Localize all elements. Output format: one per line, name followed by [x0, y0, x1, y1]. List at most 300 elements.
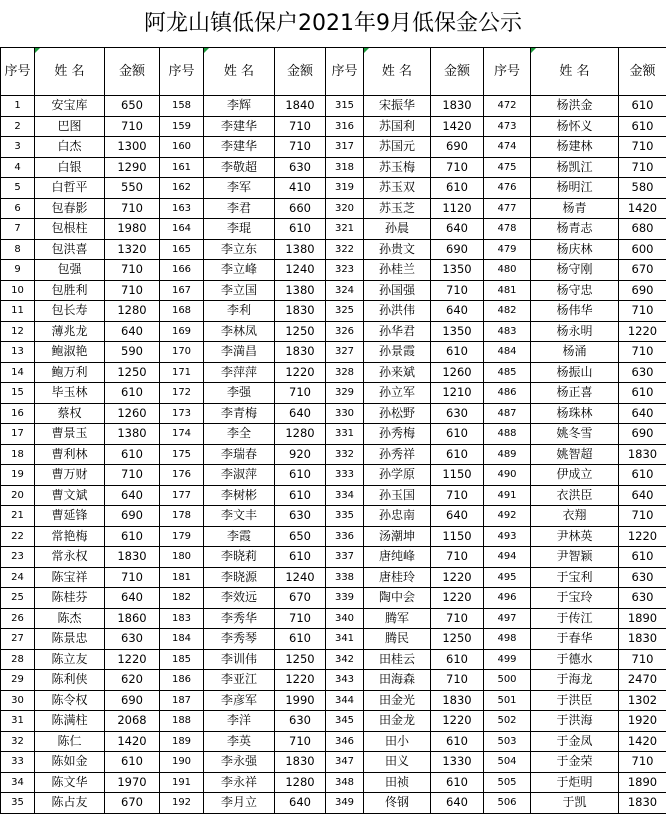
cell-seq: 178: [160, 506, 204, 527]
cell-name: 尹林英: [531, 526, 619, 547]
cell-name: 于洪海: [531, 711, 619, 732]
cell-name: 陈桂芬: [35, 588, 105, 609]
cell-amount: 640: [431, 793, 484, 814]
cell-amount: 610: [431, 178, 484, 199]
cell-amount: 610: [431, 424, 484, 445]
cell-seq: 492: [484, 506, 531, 527]
cell-amount: 710: [105, 198, 160, 219]
table-row: [1, 670, 666, 691]
cell-name: 李霞: [204, 526, 275, 547]
table-row: [1, 403, 666, 424]
cell-seq: 31: [1, 711, 35, 732]
cell-name: 李林凤: [204, 321, 275, 342]
table-row: [1, 260, 666, 281]
cell-seq: 9: [1, 260, 35, 281]
cell-seq: 176: [160, 465, 204, 486]
cell-seq: 22: [1, 526, 35, 547]
cell-name: 孙国强: [364, 280, 431, 301]
table-row: [1, 793, 666, 814]
cell-name: 田祯: [364, 772, 431, 793]
cell-seq: 29: [1, 670, 35, 691]
cell-name: 杨守忠: [531, 280, 619, 301]
cell-name: 李亚江: [204, 670, 275, 691]
cell-amount: 1980: [105, 219, 160, 240]
table-row: [1, 116, 666, 137]
cell-amount: 1220: [105, 649, 160, 670]
cell-amount: 630: [275, 506, 326, 527]
cell-name: 苏玉芝: [364, 198, 431, 219]
cell-name: 陈文华: [35, 772, 105, 793]
cell-name: 于凯: [531, 793, 619, 814]
cell-seq: 13: [1, 342, 35, 363]
cell-amount: 1830: [431, 690, 484, 711]
header-name: 姓 名: [35, 48, 105, 96]
cell-seq: 347: [326, 752, 364, 773]
cell-seq: 164: [160, 219, 204, 240]
cell-seq: 479: [484, 239, 531, 260]
cell-amount: 710: [619, 752, 666, 773]
cell-name: 李利: [204, 301, 275, 322]
table-row: [1, 526, 666, 547]
cell-seq: 348: [326, 772, 364, 793]
cell-amount: 710: [619, 301, 666, 322]
cell-seq: 475: [484, 157, 531, 178]
cell-name: 孙秀梅: [364, 424, 431, 445]
cell-seq: 339: [326, 588, 364, 609]
table-row: [1, 608, 666, 629]
cell-amount: 690: [619, 280, 666, 301]
cell-seq: 326: [326, 321, 364, 342]
cell-amount: 1330: [431, 752, 484, 773]
cell-name: 包长寿: [35, 301, 105, 322]
cell-seq: 177: [160, 485, 204, 506]
cell-name: 李淑萍: [204, 465, 275, 486]
cell-amount: 550: [105, 178, 160, 199]
cell-name: 白银: [35, 157, 105, 178]
cell-seq: 344: [326, 690, 364, 711]
cell-seq: 324: [326, 280, 364, 301]
cell-name: 李萍萍: [204, 362, 275, 383]
cell-amount: 1280: [275, 772, 326, 793]
cell-amount: 710: [105, 260, 160, 281]
cell-seq: 321: [326, 219, 364, 240]
cell-amount: 1290: [105, 157, 160, 178]
table-row: [1, 465, 666, 486]
cell-amount: 710: [619, 157, 666, 178]
table-row: [1, 239, 666, 260]
cell-seq: 3: [1, 137, 35, 158]
cell-seq: 503: [484, 731, 531, 752]
cell-name: 陈利侠: [35, 670, 105, 691]
table-row: [1, 547, 666, 568]
table-body: [1, 96, 666, 814]
cell-seq: 480: [484, 260, 531, 281]
cell-amount: 1220: [431, 567, 484, 588]
header-seq: 序号: [1, 48, 35, 96]
cell-seq: 27: [1, 629, 35, 650]
cell-amount: 1420: [431, 116, 484, 137]
cell-seq: 180: [160, 547, 204, 568]
cell-name: 李琨: [204, 219, 275, 240]
cell-seq: 345: [326, 711, 364, 732]
cell-seq: 486: [484, 383, 531, 404]
cell-seq: 16: [1, 403, 35, 424]
cell-amount: 710: [431, 485, 484, 506]
cell-amount: 600: [619, 239, 666, 260]
cell-amount: 1350: [431, 321, 484, 342]
cell-name: 杨洪金: [531, 96, 619, 117]
cell-amount: 710: [275, 608, 326, 629]
cell-seq: 182: [160, 588, 204, 609]
cell-seq: 317: [326, 137, 364, 158]
cell-name: 孙秀祥: [364, 444, 431, 465]
cell-seq: 159: [160, 116, 204, 137]
cell-name: 田义: [364, 752, 431, 773]
cell-name: 于洪臣: [531, 690, 619, 711]
welfare-table: [0, 47, 666, 814]
cell-amount: 640: [105, 588, 160, 609]
cell-name: 李秀琴: [204, 629, 275, 650]
cell-seq: 161: [160, 157, 204, 178]
cell-name: 包胜利: [35, 280, 105, 301]
cell-seq: 501: [484, 690, 531, 711]
cell-amount: 710: [431, 670, 484, 691]
cell-name: 杨青: [531, 198, 619, 219]
cell-name: 孙华君: [364, 321, 431, 342]
cell-name: 陈满柱: [35, 711, 105, 732]
cell-amount: 1830: [619, 629, 666, 650]
cell-name: 李永强: [204, 752, 275, 773]
cell-seq: 325: [326, 301, 364, 322]
table-row: [1, 424, 666, 445]
table-row: [1, 96, 666, 117]
cell-name: 曹延锋: [35, 506, 105, 527]
cell-seq: 495: [484, 567, 531, 588]
cell-seq: 340: [326, 608, 364, 629]
cell-seq: 478: [484, 219, 531, 240]
cell-name: 于金凤: [531, 731, 619, 752]
cell-seq: 171: [160, 362, 204, 383]
cell-name: 鲍万利: [35, 362, 105, 383]
cell-amount: 1302: [619, 690, 666, 711]
cell-seq: 473: [484, 116, 531, 137]
cell-name: 田海森: [364, 670, 431, 691]
cell-seq: 318: [326, 157, 364, 178]
cell-amount: 1830: [619, 793, 666, 814]
cell-seq: 322: [326, 239, 364, 260]
cell-amount: 580: [619, 178, 666, 199]
cell-name: 田金光: [364, 690, 431, 711]
cell-seq: 505: [484, 772, 531, 793]
table-row: [1, 711, 666, 732]
cell-amount: 640: [275, 793, 326, 814]
cell-name: 李永祥: [204, 772, 275, 793]
table-row: [1, 567, 666, 588]
cell-amount: 710: [105, 280, 160, 301]
cell-amount: 710: [431, 608, 484, 629]
cell-amount: 670: [105, 793, 160, 814]
cell-name: 李全: [204, 424, 275, 445]
cell-seq: 316: [326, 116, 364, 137]
cell-seq: 481: [484, 280, 531, 301]
cell-seq: 506: [484, 793, 531, 814]
cell-name: 曹景玉: [35, 424, 105, 445]
cell-amount: 680: [619, 219, 666, 240]
cell-amount: 690: [105, 506, 160, 527]
cell-seq: 11: [1, 301, 35, 322]
cell-seq: 174: [160, 424, 204, 445]
cell-name: 于宝利: [531, 567, 619, 588]
cell-name: 姚智超: [531, 444, 619, 465]
cell-name: 杨珠林: [531, 403, 619, 424]
cell-seq: 166: [160, 260, 204, 281]
cell-seq: 472: [484, 96, 531, 117]
cell-name: 李敬超: [204, 157, 275, 178]
table-row: [1, 629, 666, 650]
cell-amount: 640: [275, 403, 326, 424]
cell-seq: 496: [484, 588, 531, 609]
cell-amount: 670: [275, 588, 326, 609]
cell-amount: 1150: [431, 526, 484, 547]
cell-seq: 175: [160, 444, 204, 465]
cell-seq: 485: [484, 362, 531, 383]
cell-amount: 1220: [619, 526, 666, 547]
cell-amount: 2068: [105, 711, 160, 732]
cell-amount: 1350: [431, 260, 484, 281]
cell-seq: 323: [326, 260, 364, 281]
cell-name: 李效远: [204, 588, 275, 609]
cell-amount: 710: [105, 465, 160, 486]
table-row: [1, 198, 666, 219]
cell-seq: 187: [160, 690, 204, 711]
cell-amount: 1220: [275, 362, 326, 383]
cell-name: 陈杰: [35, 608, 105, 629]
table-row: [1, 342, 666, 363]
cell-seq: 504: [484, 752, 531, 773]
cell-seq: 173: [160, 403, 204, 424]
cell-name: 孙贵文: [364, 239, 431, 260]
cell-seq: 26: [1, 608, 35, 629]
table-row: [1, 219, 666, 240]
cell-seq: 190: [160, 752, 204, 773]
cell-seq: 6: [1, 198, 35, 219]
cell-name: 苏国利: [364, 116, 431, 137]
cell-seq: 184: [160, 629, 204, 650]
cell-seq: 170: [160, 342, 204, 363]
header-row: [1, 48, 666, 96]
cell-amount: 1220: [275, 670, 326, 691]
cell-amount: 710: [619, 342, 666, 363]
cell-seq: 28: [1, 649, 35, 670]
cell-amount: 650: [105, 96, 160, 117]
cell-seq: 338: [326, 567, 364, 588]
cell-seq: 315: [326, 96, 364, 117]
cell-seq: 181: [160, 567, 204, 588]
cell-seq: 8: [1, 239, 35, 260]
cell-amount: 630: [619, 362, 666, 383]
cell-name: 李英: [204, 731, 275, 752]
cell-amount: 610: [105, 444, 160, 465]
cell-name: 杨涌: [531, 342, 619, 363]
table-row: [1, 485, 666, 506]
cell-seq: 23: [1, 547, 35, 568]
cell-name: 陈如金: [35, 752, 105, 773]
cell-name: 李建华: [204, 116, 275, 137]
cell-name: 李洋: [204, 711, 275, 732]
cell-name: 于宝玲: [531, 588, 619, 609]
table-row: [1, 178, 666, 199]
cell-amount: 610: [619, 96, 666, 117]
cell-amount: 710: [275, 116, 326, 137]
cell-amount: 710: [275, 383, 326, 404]
cell-name: 杨振山: [531, 362, 619, 383]
cell-seq: 320: [326, 198, 364, 219]
cell-amount: 1840: [275, 96, 326, 117]
cell-seq: 488: [484, 424, 531, 445]
cell-amount: 670: [619, 260, 666, 281]
cell-amount: 710: [275, 137, 326, 158]
cell-seq: 490: [484, 465, 531, 486]
cell-name: 李月立: [204, 793, 275, 814]
cell-seq: 35: [1, 793, 35, 814]
cell-amount: 1830: [431, 96, 484, 117]
cell-name: 于传江: [531, 608, 619, 629]
cell-seq: 189: [160, 731, 204, 752]
cell-name: 李强: [204, 383, 275, 404]
table-row: [1, 157, 666, 178]
cell-seq: 188: [160, 711, 204, 732]
cell-seq: 12: [1, 321, 35, 342]
cell-amount: 1250: [431, 629, 484, 650]
cell-amount: 690: [105, 690, 160, 711]
cell-seq: 346: [326, 731, 364, 752]
cell-name: 于德水: [531, 649, 619, 670]
table-row: [1, 649, 666, 670]
cell-amount: 1970: [105, 772, 160, 793]
cell-seq: 328: [326, 362, 364, 383]
cell-name: 陈景忠: [35, 629, 105, 650]
table-row: [1, 690, 666, 711]
cell-seq: 33: [1, 752, 35, 773]
cell-name: 李瑞春: [204, 444, 275, 465]
cell-seq: 502: [484, 711, 531, 732]
cell-amount: 1280: [105, 301, 160, 322]
cell-name: 田桂云: [364, 649, 431, 670]
cell-name: 李立东: [204, 239, 275, 260]
cell-name: 陶中会: [364, 588, 431, 609]
cell-amount: 710: [431, 547, 484, 568]
cell-name: 曹利林: [35, 444, 105, 465]
cell-amount: 1830: [105, 547, 160, 568]
cell-name: 陈令权: [35, 690, 105, 711]
cell-name: 李树彬: [204, 485, 275, 506]
cell-seq: 336: [326, 526, 364, 547]
cell-amount: 640: [105, 321, 160, 342]
cell-name: 李満昌: [204, 342, 275, 363]
cell-name: 孙玉国: [364, 485, 431, 506]
cell-amount: 1830: [275, 752, 326, 773]
cell-name: 包春影: [35, 198, 105, 219]
cell-amount: 1260: [431, 362, 484, 383]
cell-seq: 337: [326, 547, 364, 568]
cell-seq: 183: [160, 608, 204, 629]
cell-seq: 329: [326, 383, 364, 404]
cell-name: 杨伟华: [531, 301, 619, 322]
cell-seq: 158: [160, 96, 204, 117]
cell-seq: 30: [1, 690, 35, 711]
cell-name: 曹文斌: [35, 485, 105, 506]
cell-amount: 630: [619, 588, 666, 609]
cell-amount: 1320: [105, 239, 160, 260]
header-amount: 金额: [105, 48, 160, 96]
cell-amount: 710: [431, 157, 484, 178]
cell-name: 腾军: [364, 608, 431, 629]
cell-name: 孙学原: [364, 465, 431, 486]
cell-amount: 710: [105, 567, 160, 588]
table-row: [1, 383, 666, 404]
cell-amount: 610: [431, 342, 484, 363]
cell-amount: 1150: [431, 465, 484, 486]
cell-seq: 19: [1, 465, 35, 486]
header-amount: 金额: [619, 48, 666, 96]
cell-amount: 710: [105, 116, 160, 137]
cell-seq: 2: [1, 116, 35, 137]
cell-name: 毕玉林: [35, 383, 105, 404]
table-row: [1, 321, 666, 342]
cell-name: 孙立军: [364, 383, 431, 404]
cell-seq: 21: [1, 506, 35, 527]
cell-name: 杨凯江: [531, 157, 619, 178]
cell-name: 李君: [204, 198, 275, 219]
cell-name: 陈仁: [35, 731, 105, 752]
cell-amount: 1300: [105, 137, 160, 158]
cell-amount: 1830: [275, 342, 326, 363]
cell-name: 李军: [204, 178, 275, 199]
cell-amount: 610: [275, 485, 326, 506]
cell-amount: 1830: [275, 301, 326, 322]
cell-amount: 1830: [619, 444, 666, 465]
cell-amount: 1990: [275, 690, 326, 711]
cell-amount: 2470: [619, 670, 666, 691]
cell-amount: 1420: [619, 731, 666, 752]
cell-amount: 1240: [275, 567, 326, 588]
cell-amount: 620: [105, 670, 160, 691]
cell-seq: 332: [326, 444, 364, 465]
cell-seq: 330: [326, 403, 364, 424]
cell-seq: 484: [484, 342, 531, 363]
cell-amount: 660: [275, 198, 326, 219]
cell-name: 孙来斌: [364, 362, 431, 383]
cell-name: 杨明江: [531, 178, 619, 199]
cell-amount: 710: [619, 649, 666, 670]
cell-seq: 474: [484, 137, 531, 158]
cell-name: 陈立友: [35, 649, 105, 670]
cell-name: 陈占友: [35, 793, 105, 814]
cell-name: 孙洪伟: [364, 301, 431, 322]
cell-name: 苏玉双: [364, 178, 431, 199]
cell-amount: 590: [105, 342, 160, 363]
cell-seq: 341: [326, 629, 364, 650]
cell-seq: 476: [484, 178, 531, 199]
cell-seq: 482: [484, 301, 531, 322]
cell-amount: 690: [431, 137, 484, 158]
table-row: [1, 280, 666, 301]
cell-name: 杨怀义: [531, 116, 619, 137]
cell-seq: 327: [326, 342, 364, 363]
cell-amount: 410: [275, 178, 326, 199]
table-row: [1, 731, 666, 752]
cell-amount: 610: [431, 444, 484, 465]
